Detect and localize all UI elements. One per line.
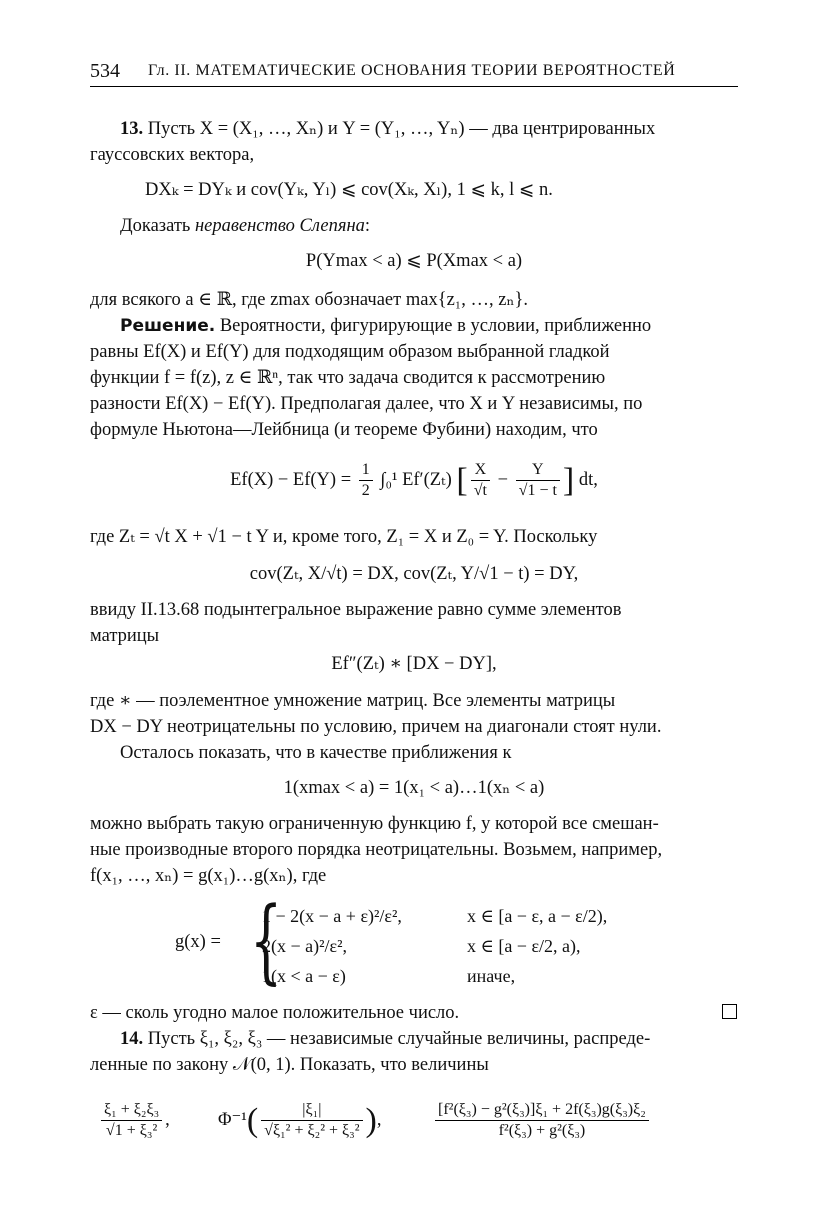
left-bracket: [	[456, 461, 468, 499]
case-2-cond: x ∈ [a − ε/2, a),	[467, 936, 581, 956]
expression-2: Φ⁻¹( $\frac{\text{|ξ₁|}}{\text{√ξ₁² + ξ₂² + ξ₃²}}$ ),	[218, 1101, 382, 1140]
cases-brace: {	[250, 887, 283, 994]
half-fraction: $\frac{1}{2}$	[359, 460, 373, 501]
solution-line-1: Решение. Вероятности, фигурирующие в условии, приближенно	[120, 316, 652, 336]
formula-hadamard: Ef″(Zₜ) ∗ [DX − DY],	[331, 654, 497, 674]
solution-line-4: разности Ef(X) − Ef(Y). Предполагая далее, что X и Y независимы, по	[90, 394, 643, 414]
solution-line-2: равны Ef(X) и Ef(Y) для подходящим образом выбранной гладкой	[90, 342, 610, 362]
expression-1: $\frac{\text{ξ₁ + ξ₂ξ₃}}{\text{√1 + ξ₃²}}$ ,	[98, 1090, 170, 1150]
solution-line-13: ные производные второго порядка неотрицательны. Возьмем, например,	[90, 840, 663, 860]
formula-variance-cov: DXₖ = DYₖ и cov(Yₖ, Yₗ) ⩽ cov(Xₖ, Xₗ), 1 ⩽ k, l ⩽ n.	[145, 180, 553, 200]
x-fraction: $\frac{X}{√t}$	[471, 460, 490, 501]
solution-line-5: формуле Ньютона—Лейбница (и теореме Фубини) находим, что	[90, 420, 598, 440]
right-bracket: ]	[562, 461, 575, 499]
formula-slepian: P(Ymax < a) ⩽ P(Xmax < a)	[305, 251, 523, 271]
solution-line-3: функции f = f(z), z ∈ ℝⁿ, так что задача сводится к рассмотрению	[90, 368, 606, 388]
solution-line-8: матрицы	[90, 626, 160, 646]
solution-line-9: где ∗ — поэлементное умножение матриц. Все элементы матрицы	[90, 691, 616, 711]
problem-13-line-2: гауссовских вектора,	[90, 145, 255, 165]
page-number: 534	[90, 60, 120, 82]
solution-line-7: ввиду II.13.68 подынтегральное выражение равно сумме элементов	[90, 600, 622, 620]
formula-indicator: 1(xmax < a) = 1(x₁ < a)…1(xₙ < a)	[283, 778, 545, 798]
slepian-term: неравенство Слепяна	[194, 216, 365, 236]
y-fraction: $\frac{Y}{√1 - t}$	[516, 460, 560, 501]
solution-label: Решение.	[120, 316, 216, 336]
solution-line-11: Осталось показать, что в качестве приближения к	[120, 743, 512, 763]
case-1-expr: 1 − 2(x − a + ε)²/ε²,	[262, 906, 402, 926]
header-rule	[90, 86, 738, 87]
formula-newton-leibniz: Ef(X) − Ef(Y) = $\frac{1}{2}$ ∫₀¹ Ef′(Zₜ) [ $\frac{X}{√t}$ − $\frac{Y}{√1 - t}$ ] dt,	[230, 461, 598, 500]
problem-14-number: 14.	[120, 1029, 144, 1049]
case-3-cond: иначе,	[467, 966, 516, 986]
problem-13-line-1: 13. Пусть X = (X₁, …, Xₙ) и Y = (Y₁, …, Yₙ) — два центрированных	[120, 119, 656, 139]
case-3-expr: 1(x < a − ε)	[262, 966, 346, 986]
problem-14-line-2: ленные по закону 𝒩(0, 1). Показать, что величины	[90, 1055, 489, 1075]
formula-cov-z: cov(Zₜ, X/√t) = DX, cov(Zₜ, Y/√1 − t) = DY,	[249, 564, 579, 584]
expression-3: $\frac{\text{[f²(ξ₃) − g²(ξ₃)]ξ₁ + 2f(ξ₃)g(ξ₃)ξ₂}}{\text{f²(ξ₃) + g²(ξ₃)}}$	[432, 1090, 652, 1150]
problem-14-line-1: 14. Пусть ξ₁, ξ₂, ξ₃ — независимые случайные величины, распреде-	[120, 1029, 651, 1049]
g-definition-left: g(x) =	[175, 932, 221, 952]
running-header	[90, 58, 738, 86]
solution-line-6: где Zₜ = √t X + √1 − t Y и, кроме того, Z₁ = X и Z₀ = Y. Поскольку	[90, 527, 598, 547]
solution-line-15: ε — сколь угодно малое положительное число.	[90, 1003, 460, 1023]
solution-line-14: f(x₁, …, xₙ) = g(x₁)…g(xₙ), где	[90, 866, 327, 886]
solution-line-12: можно выбрать такую ограниченную функцию f, у которой все смешан-	[90, 814, 659, 834]
case-2-expr: 2(x − a)²/ε²,	[262, 936, 347, 956]
problem-13-line-3: для всякого a ∈ ℝ, где zmax обозначает max{z₁, …, zₙ}.	[90, 290, 528, 310]
solution-line-10: DX − DY неотрицательны по условию, причем на диагонали стоят нули.	[90, 717, 662, 737]
prove-line: Доказать неравенство Слепяна:	[120, 216, 371, 236]
qed-square-icon	[722, 1004, 737, 1019]
running-title: Гл. II. МАТЕМАТИЧЕСКИЕ ОСНОВАНИЯ ТЕОРИИ ВЕРОЯТНОСТЕЙ	[148, 62, 676, 79]
case-1-cond: x ∈ [a − ε, a − ε/2),	[467, 906, 608, 926]
problem-13-number: 13.	[120, 119, 144, 139]
